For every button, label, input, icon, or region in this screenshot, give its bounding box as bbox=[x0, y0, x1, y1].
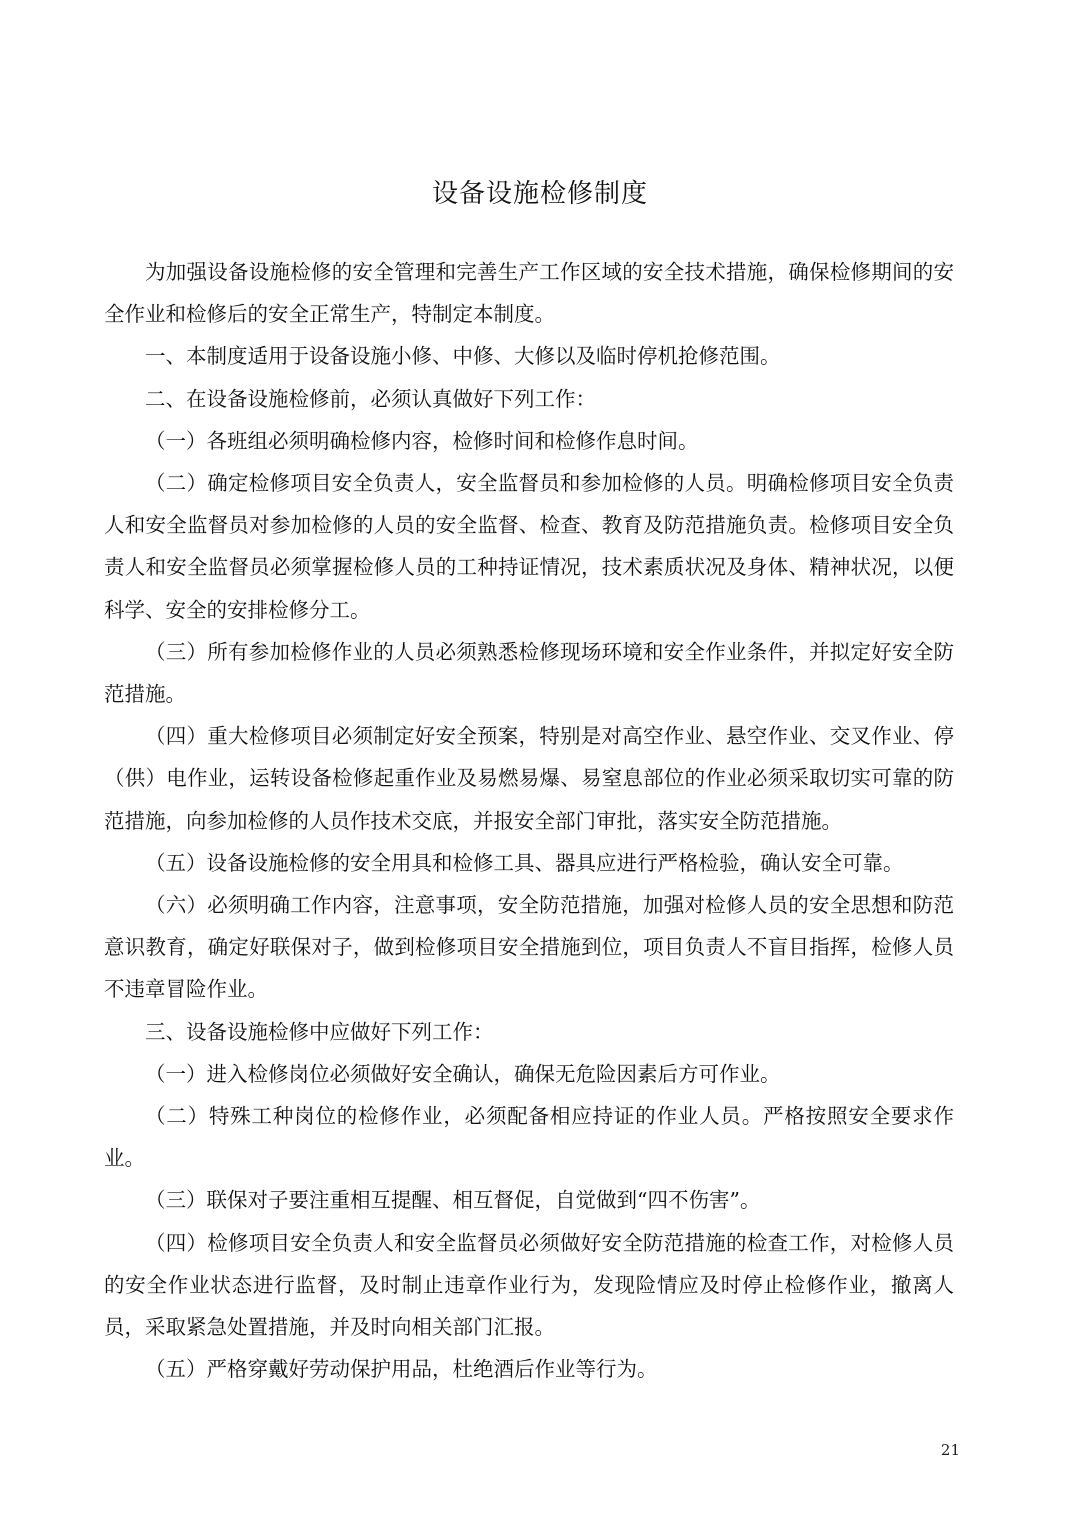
paragraph-before-item-4: （四）重大检修项目必须制定好安全预案，特别是对高空作业、悬空作业、交叉作业、停（供）电作业，运转设备检修起重作业及易燃易爆、易窒息部位的作业必须采取切实可靠的防范措施，向参加检修的人员作技术交底，并报安全部门审批，落实安全防范措施。 bbox=[104, 724, 954, 833]
paragraph-intro: 为加强设备设施检修的安全管理和完善生产工作区域的安全技术措施，确保检修期间的安全作业和检修后的安全正常生产，特制定本制度。 bbox=[104, 260, 954, 327]
section-heading-during-maintenance: 三、设备设施检修中应做好下列工作： bbox=[145, 1019, 494, 1044]
paragraph-during-item-5: （五）严格穿戴好劳动保护用品，杜绝酒后作业等行为。 bbox=[145, 1357, 658, 1382]
paragraph-during-item-3: （三）联保对子要注重相互提醒、相互督促，自觉做到“四不伤害”。 bbox=[145, 1188, 761, 1213]
paragraph-before-item-3: （三）所有参加检修作业的人员必须熟悉检修现场环境和安全作业条件，并拟定好安全防范措施。 bbox=[104, 639, 954, 707]
paragraph-before-item-6: （六）必须明确工作内容，注意事项，安全防范措施，加强对检修人员的安全思想和防范意识教育，确定好联保对子，做到检修项目安全措施到位，项目负责人不盲目指挥，检修人员不违章冒险作业。 bbox=[104, 893, 954, 1002]
paragraph-scope: 一、本制度适用于设备设施小修、中修、大修以及临时停机抢修范围。 bbox=[145, 344, 781, 369]
page-number: 21 bbox=[940, 1441, 960, 1459]
section-heading-before-maintenance: 二、在设备设施检修前，必须认真做好下列工作： bbox=[145, 386, 596, 411]
paragraph-before-item-5: （五）设备设施检修的安全用具和检修工具、器具应进行严格检验，确认安全可靠。 bbox=[145, 850, 904, 875]
document-body bbox=[104, 251, 954, 1390]
paragraph-during-item-1: （一）进入检修岗位必须做好安全确认，确保无危险因素后方可作业。 bbox=[145, 1061, 781, 1086]
paragraph-during-item-4: （四）检修项目安全负责人和安全监督员必须做好安全防范措施的检查工作，对检修人员的安全作业状态进行监督，及时制止违章作业行为，发现险情应及时停止检修作业，撤离人员，采取紧急处置措施，并及时向相关部门汇报。 bbox=[104, 1230, 954, 1340]
document-title: 设备设施检修制度 bbox=[431, 179, 648, 209]
paragraph-during-item-2: （二）特殊工种岗位的检修作业，必须配备相应持证的作业人员。严格按照安全要求作业。 bbox=[104, 1104, 954, 1171]
paragraph-before-item-1: （一）各班组必须明确检修内容，检修时间和检修作息时间。 bbox=[145, 428, 699, 453]
paragraph-before-item-2: （二）确定检修项目安全负责人，安全监督员和参加检修的人员。明确检修项目安全负责人和安全监督员对参加检修的人员的安全监督、检查、教育及防范措施负责。检修项目安全负责人和安全监督员必须掌握检修人员的工种持证情况，技术素质状况及身体、精神状况，以便科学、安全的安排检修分工。 bbox=[104, 471, 954, 622]
